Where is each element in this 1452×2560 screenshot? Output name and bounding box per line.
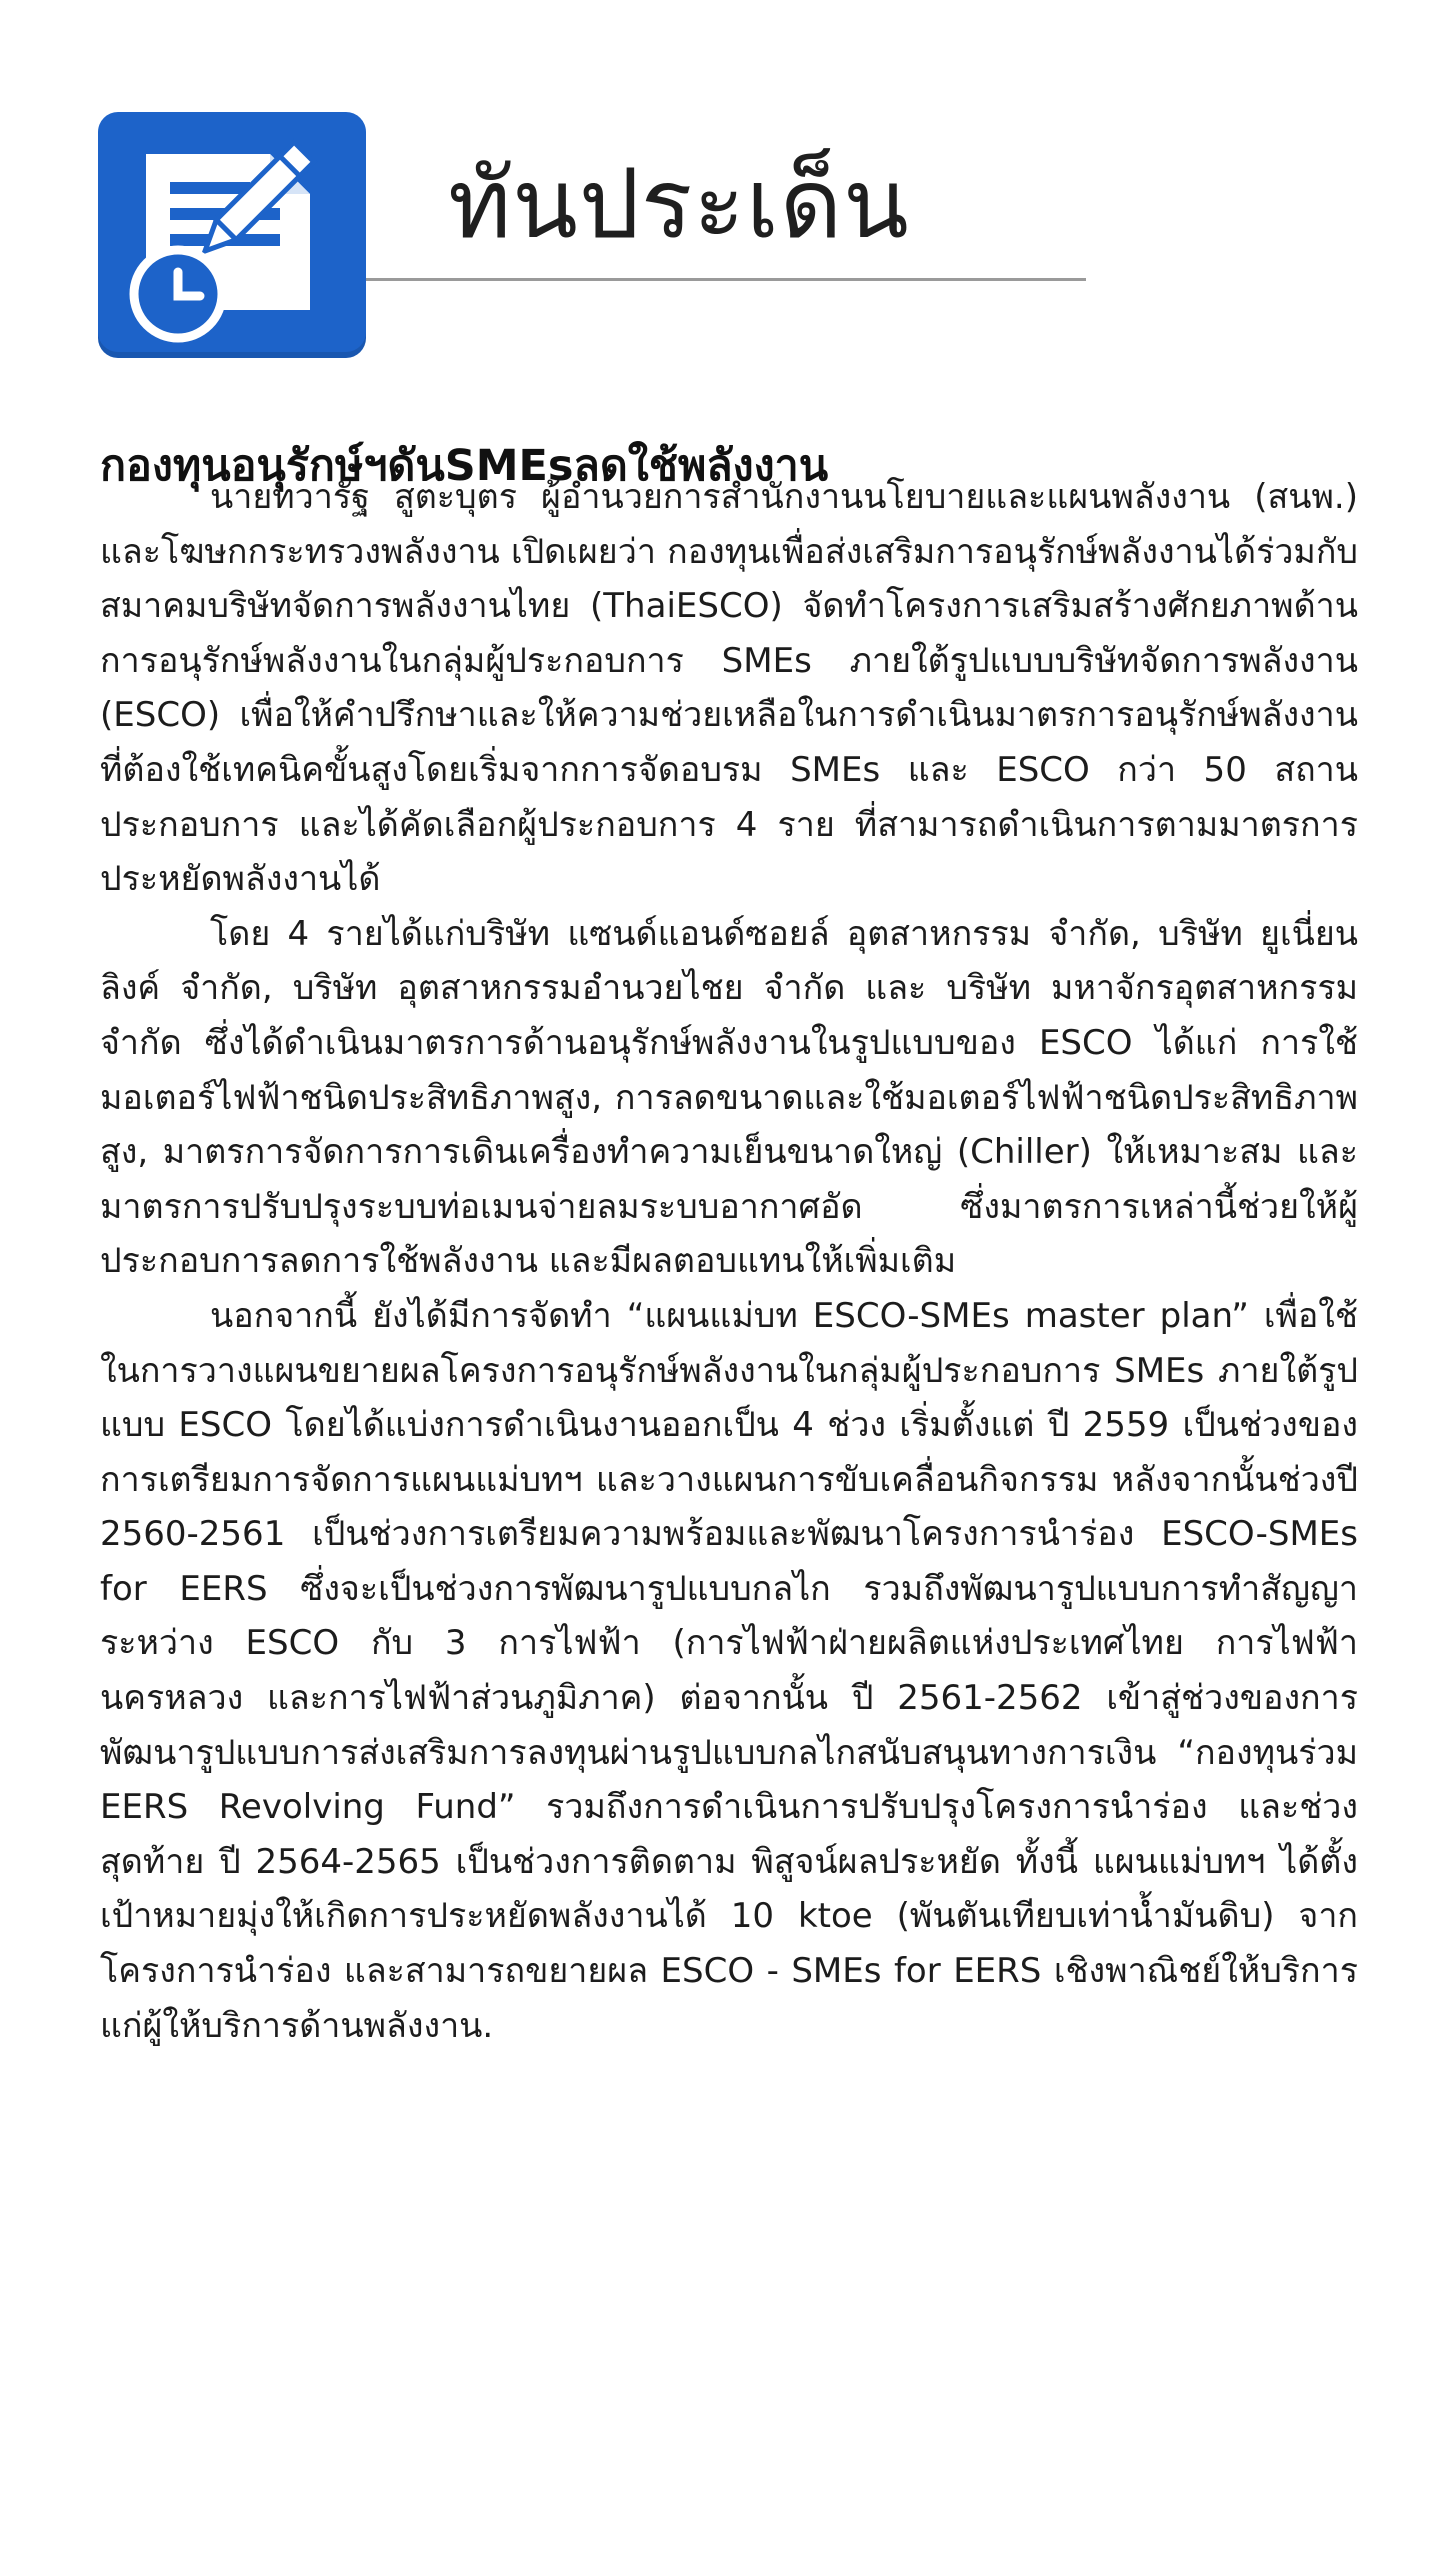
article-paragraph-2: โดย 4 รายได้แก่บริษัท แซนด์แอนด์ซอยล์ อุตสาหกรรม จำกัด, บริษัท ยูเนี่ยนลิงค์ จำกัด, บริษัท อุตสาหกรรมอำนวยไชย จำกัด และ บริษัท มหาจักรอุตสาหกรรม จำกัด ซึ่งได้ดำเนินมาตรการด้านอนุรักษ์พลังงานในรูปแบบของ ESCO ได้แก่ การใช้มอเตอร์ไฟฟ้าชนิดประสิทธิภาพสูง, การลดขนาดและใช้มอเตอร์ไฟฟ้าชนิดประสิทธิภาพสูง, มาตรการจัดการการเดินเครื่องทำความเย็นขนาดใหญ่ (Chiller) ให้เหมาะสม และมาตรการปรับปรุงระบบท่อเมนจ่ายลมระบบอากาศอัด ซึ่งมาตรการเหล่านี้ช่วยให้ผู้ประกอบการลดการใช้พลังงาน และมีผลตอบแทนให้เพิ่มเติม — [100, 913, 1358, 1282]
article-paragraph-3: นอกจากนี้ ยังได้มีการจัดทำ “แผนแม่บท ESCO-SMEs master plan” เพื่อใช้ในการวางแผนขยายผลโครงการอนุรักษ์พลังงานในกลุ่มผู้ประกอบการ SMEs ภายใต้รูปแบบ ESCO โดยได้แบ่งการดำเนินงานออกเป็น 4 ช่วง เริ่มตั้งแต่ ปี 2559 เป็นช่วงของการเตรียมการจัดการแผนแม่บทฯ และวางแผนการขับเคลื่อนกิจกรรม หลังจากนั้นช่วงปี 2560-2561 เป็นช่วงการเตรียมความพร้อมและพัฒนาโครงการนำร่อง ESCO-SMEs for EERS ซึ่งจะเป็นช่วงการพัฒนารูปแบบกลไก รวมถึงพัฒนารูปแบบการทำสัญญาระหว่าง ESCO กับ 3 การไฟฟ้า (การไฟฟ้าฝ่ายผลิตแห่งประเทศไทย การไฟฟ้านครหลวง และการไฟฟ้าส่วนภูมิภาค) ต่อจากนั้น ปี 2561-2562 เข้าสู่ช่วงของการพัฒนารูปแบบการส่งเสริมการลงทุนผ่านรูปแบบกลไกสนับสนุนทางการเงิน “กองทุนร่วม EERS Revolving Fund” รวมถึงการดำเนินการปรับปรุงโครงการนำร่อง และช่วงสุดท้าย ปี 2564-2565 เป็นช่วงการติดตาม พิสูจน์ผลประหยัด ทั้งนี้ แผนแม่บทฯ ได้ตั้งเป้าหมายมุ่งให้เกิดการประหยัดพลังงานได้ 10 ktoe (พันตันเทียบเท่าน้ำมันดิบ) จากโครงการนำร่อง และสามารถขยายผล ESCO - SMEs for EERS เชิงพาณิชย์ให้บริการแก่ผู้ให้บริการด้านพลังงาน. — [100, 1295, 1358, 2046]
document-pencil-clock-icon — [98, 112, 366, 358]
article-paragraph-1: นายทวารัฐ สูตะบุตร ผู้อำนวยการสำนักงานนโยบายและแผนพลังงาน (สนพ.) และโฆษกกระทรวงพลังงาน เปิดเผยว่า กองทุนเพื่อส่งเสริมการอนุรักษ์พลังงานได้ร่วมกับ สมาคมบริษัทจัดการพลังงานไทย (ThaiESCO) จัดทำโครงการเสริมสร้างศักยภาพด้านการอนุรักษ์พลังงานในกลุ่มผู้ประกอบการ SMEs ภายใต้รูปแบบบริษัทจัดการพลังงาน (ESCO) เพื่อให้คำปรึกษาและให้ความช่วยเหลือในการดำเนินมาตรการอนุรักษ์พลังงานที่ต้องใช้เทคนิคขั้นสูงโดยเริ่มจากการจัดอบรม SMEs และ ESCO กว่า 50 สถานประกอบการ และได้คัดเลือกผู้ประกอบการ 4 ราย ที่สามารถดำเนินการตามมาตรการประหยัดพลังงานได้ — [100, 477, 1358, 900]
title-divider — [366, 278, 1086, 281]
article-headline: กองทุนอนุรักษ์ฯดันSMEsลดใช้พลังงาน — [100, 440, 829, 491]
article-body — [100, 470, 1358, 2053]
section-header — [76, 90, 1086, 390]
section-title: ทันประเด็น — [448, 148, 910, 260]
